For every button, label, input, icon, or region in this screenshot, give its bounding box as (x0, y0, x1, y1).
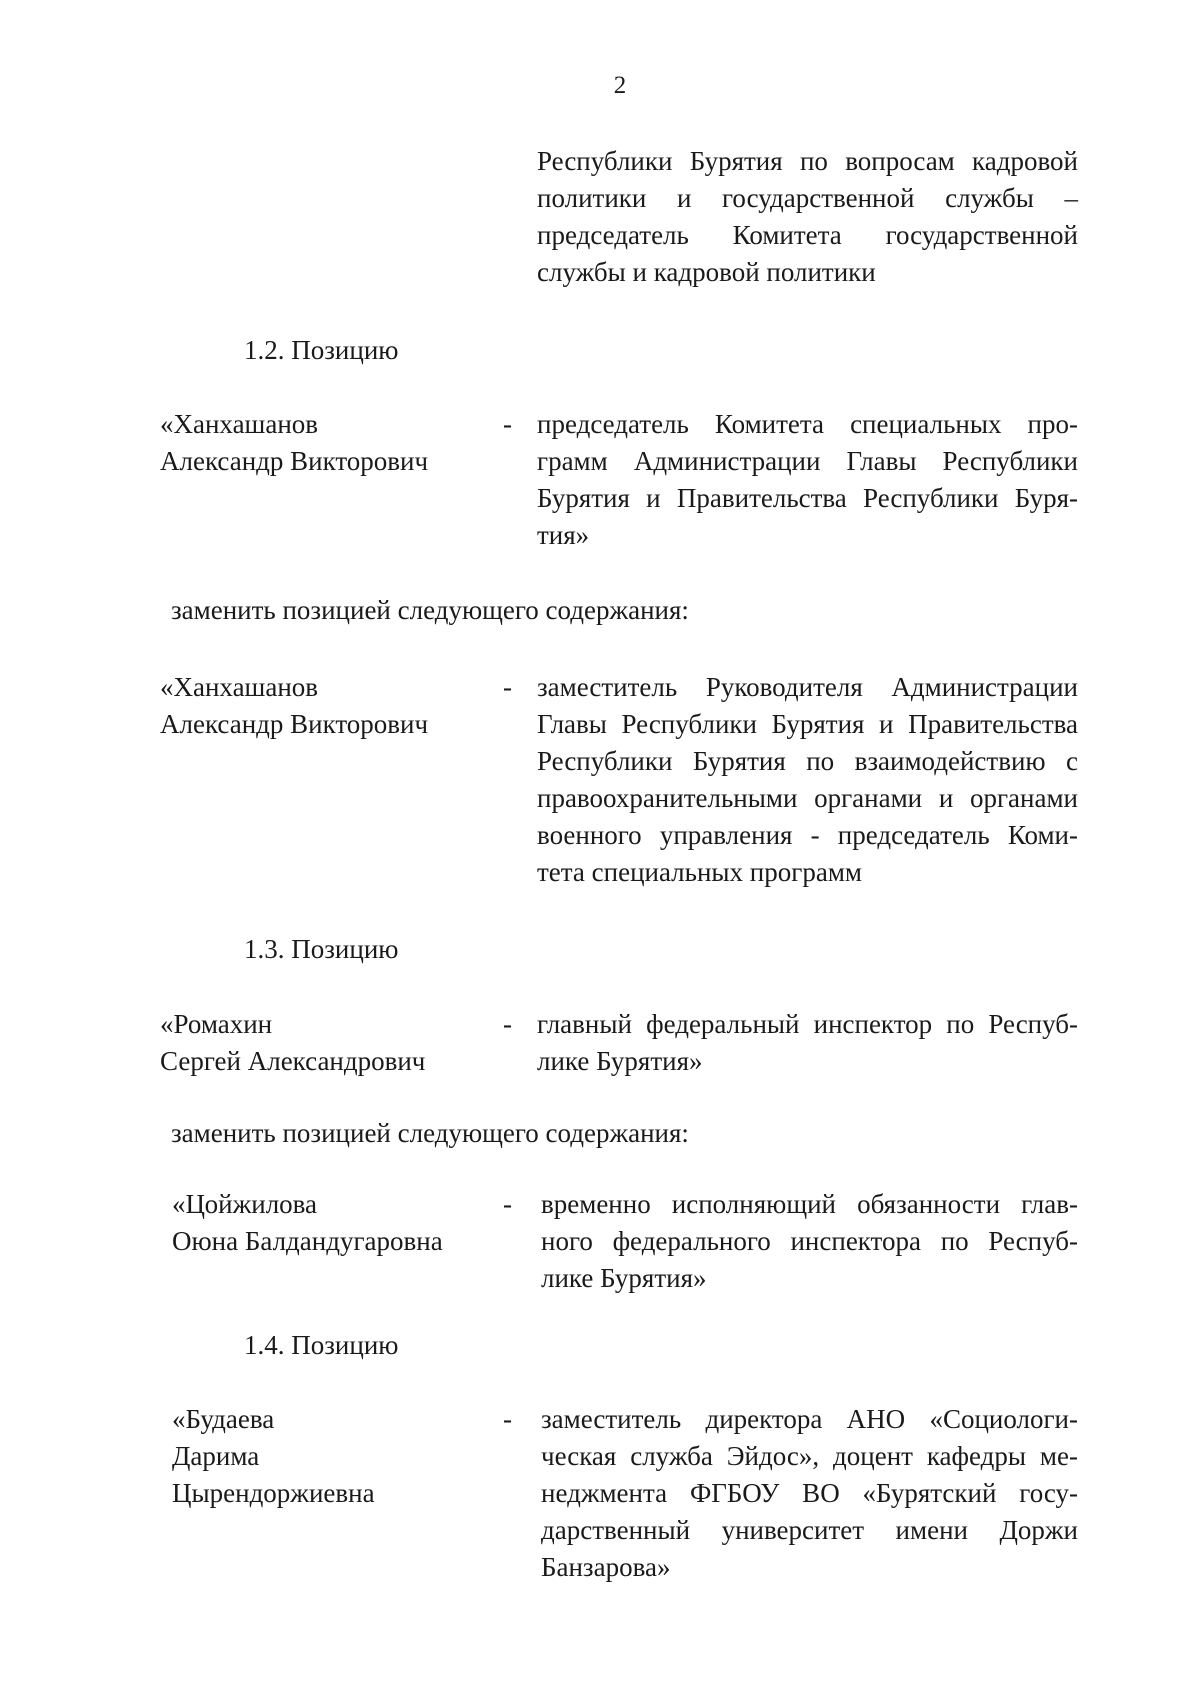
name-line: Сергей Александрович (160, 1046, 426, 1076)
position-description: заместитель директора АНО «Социологи-ческая служба Эйдос», доцент кафедры ме-неджмента ФГБОУ ВО «Бурятский госу-дарственный университет имени Доржи Банзарова» (541, 1404, 1078, 1582)
position-description: временно исполняющий обязанности глав-ного федерального инспектора по Респуб-лике Бурятия» (541, 1189, 1078, 1293)
name-line: Оюна Балдандугаровна (172, 1226, 443, 1256)
dash-separator: - (503, 409, 512, 439)
person-name (172, 1401, 375, 1512)
name-line: «Ромахин (160, 1009, 273, 1039)
continuation-text: Республики Бурятия по вопросам кадровой политики и государственной службы – председатель Комитета государственной службы и кадровой политики (537, 146, 1078, 287)
name-line: «Будаева (172, 1404, 275, 1434)
dash-separator: - (503, 672, 512, 702)
name-line: «Ханхашанов (160, 409, 319, 439)
section-heading-1-2: 1.2. Позицию (244, 335, 399, 365)
name-line: Александр Викторович (160, 446, 429, 476)
name-line: Цырендоржиевна (172, 1478, 375, 1508)
position-description: главный федеральный инспектор по Респуб-лике Бурятия» (537, 1009, 1078, 1076)
replace-phrase: заменить позицией следующего содержания: (171, 595, 689, 625)
name-line: «Ханхашанов (160, 672, 319, 702)
position-description: председатель Комитета специальных про-грамм Администрации Главы Республики Бурятия и Правительства Республики Буря-тия» (537, 409, 1078, 550)
dash-separator: - (503, 1189, 512, 1219)
person-name (160, 669, 428, 743)
person-name (160, 1006, 425, 1080)
name-line: Александр Викторович (160, 709, 429, 739)
position-description: заместитель Руководителя Администрации Главы Республики Бурятия и Правительства Республики Бурятия по взаимодействию с правоохранительными органами и органами военного управления - председатель Коми-тета специальных программ (537, 672, 1078, 887)
replace-phrase: заменить позицией следующего содержания: (171, 1118, 689, 1148)
page-number: 2 (613, 72, 627, 99)
person-name (172, 1186, 443, 1260)
section-heading-1-4: 1.4. Позицию (244, 1330, 399, 1360)
dash-separator: - (503, 1404, 512, 1434)
person-name (160, 406, 428, 480)
section-heading-1-3: 1.3. Позицию (244, 934, 399, 964)
name-line: Дарима (172, 1441, 260, 1471)
name-line: «Цойжилова (172, 1189, 318, 1219)
dash-separator: - (503, 1009, 512, 1039)
